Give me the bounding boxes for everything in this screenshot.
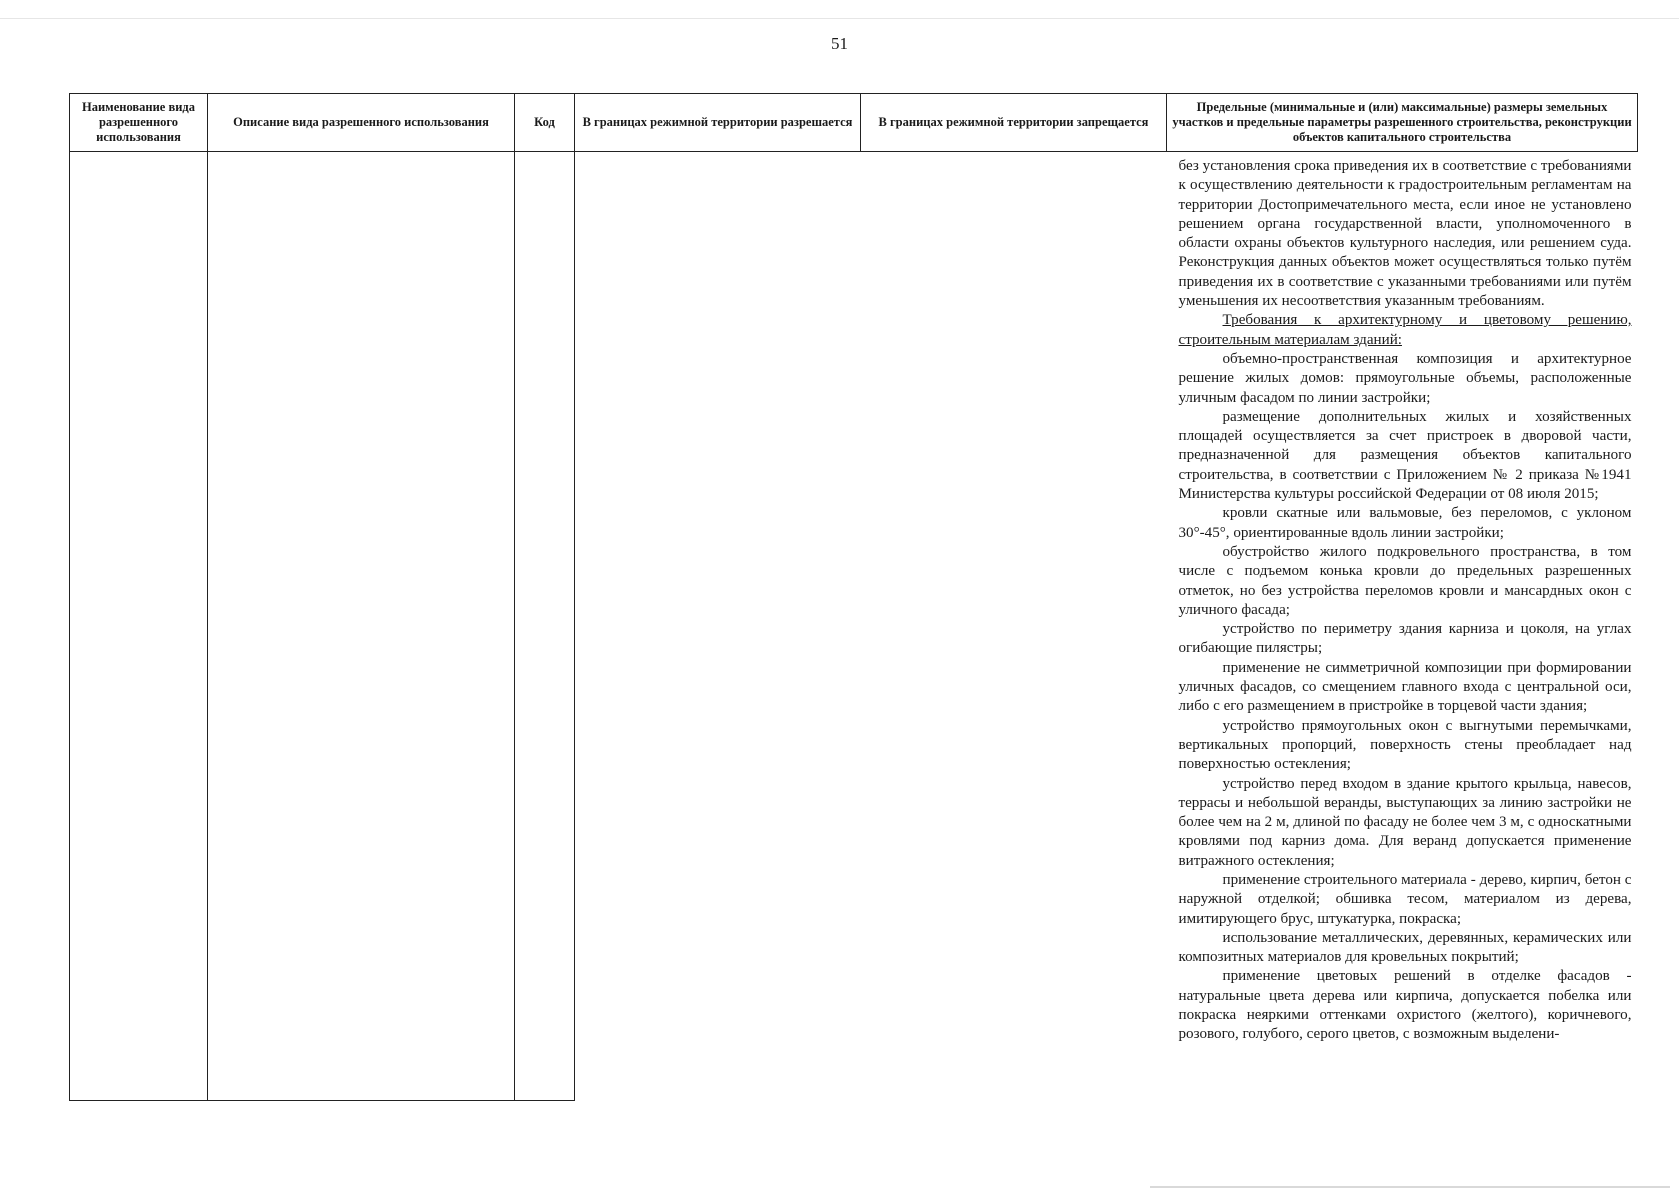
limits-subheading: Требования к архитектурному и цветовому решению, строительным материалам зданий: [1178,312,1632,348]
scan-edge-bottom [1150,1186,1670,1188]
limits-paragraph: объемно-пространственная композиция и архитектурное решение жилых домов: прямоугольные объемы, расположенные уличным фасадом по линии застройки; [1178,350,1632,406]
cell-prohibited [861,152,1167,1101]
limits-paragraph: размещение дополнительных жилых и хозяйственных площадей осуществляется за счет пристроек в дворовой части, предназначенной для размещения объектов капитального строительства, в соответствии с Приложением № 2 приказа №1941 Министерства культуры российской Федерации от 08 июля 2015; [1178,408,1632,503]
header-use-name: Наименование вида разрешенного использования [70,94,208,152]
header-allowed: В границах режимной территории разрешается [575,94,861,152]
table-header-row [70,94,1638,152]
limits-paragraph: обустройство жилого подкровельного пространства, в том числе с подъемом конька кровли до предельных разрешенных отметок, но без устройства переломов кровли и мансардных окон с уличного фасада; [1178,543,1632,618]
limits-paragraph: устройство по периметру здания карниза и цоколя, на углах огибающие пилястры; [1178,621,1632,657]
scan-edge-top [0,18,1679,19]
cell-allowed [575,152,861,1101]
limits-paragraph: без установления срока приведения их в соответствие с требованиями к осуществлению деятельности к градостроительным регламентам на территории Достопримечательного места, если иное не установлено решением органа государственной власти, уполномоченного в области охраны объектов культурного наследия, или решением суда. Реконструкция данных объектов может осуществляться только путём приведения их в соответствие с указанными требованиями или путём уменьшения их несоответствия указанным требованиям. [1178,158,1632,310]
table-row [70,152,1638,1101]
cell-limits [1167,152,1638,1101]
limits-paragraph: устройство прямоугольных окон с выгнутыми перемычками, вертикальных пропорций, поверхность стены преобладает над поверхностью остекления; [1178,717,1632,773]
limits-paragraph: применение цветовых решений в отделке фасадов - натуральные цвета дерева или кирпича, допускается побелка или покраска неяркими оттенками охристого (желтого), коричневого, розового, голубого, серого цветов, с возможным выделени- [1178,968,1632,1043]
limits-paragraph: использование металлических, деревянных, керамических или композитных материалов для кровельных покрытий; [1178,929,1632,966]
cell-use-name [70,152,208,1101]
limits-paragraph: кровли скатные или вальмовые, без переломов, с уклоном 30°-45°, ориентированные вдоль линии застройки; [1178,505,1632,541]
regulations-table [69,93,1638,1101]
limits-paragraph: применение строительного материала - дерево, кирпич, бетон с наружной отделкой; обшивка тесом, материалом из дерева, имитирующего брус, штукатурка, покраска; [1178,871,1632,927]
header-limits: Предельные (минимальные и (или) максимальные) размеры земельных участков и предельные параметры разрешенного строительства, реконструкции объектов капитального строительства [1167,94,1638,152]
page-number: 51 [831,34,848,53]
cell-use-description [208,152,515,1101]
limits-paragraph: устройство перед входом в здание крытого крыльца, навесов, террасы и небольшой веранды, выступающих за линию застройки не более чем на 2 м, длиной по фасаду не более чем 3 м, с односкатными кровлями под карниз дома. Для веранд допускается применение витражного остекления; [1178,775,1632,869]
header-prohibited: В границах режимной территории запрещается [861,94,1167,152]
header-code: Код [515,94,575,152]
header-use-description: Описание вида разрешенного использования [208,94,515,152]
limits-paragraph: применение не симметричной композиции при формировании уличных фасадов, со смещением главного входа с центральной оси, либо с его размещением в пристройке в торцевой части здания; [1178,659,1632,715]
cell-code [515,152,575,1101]
